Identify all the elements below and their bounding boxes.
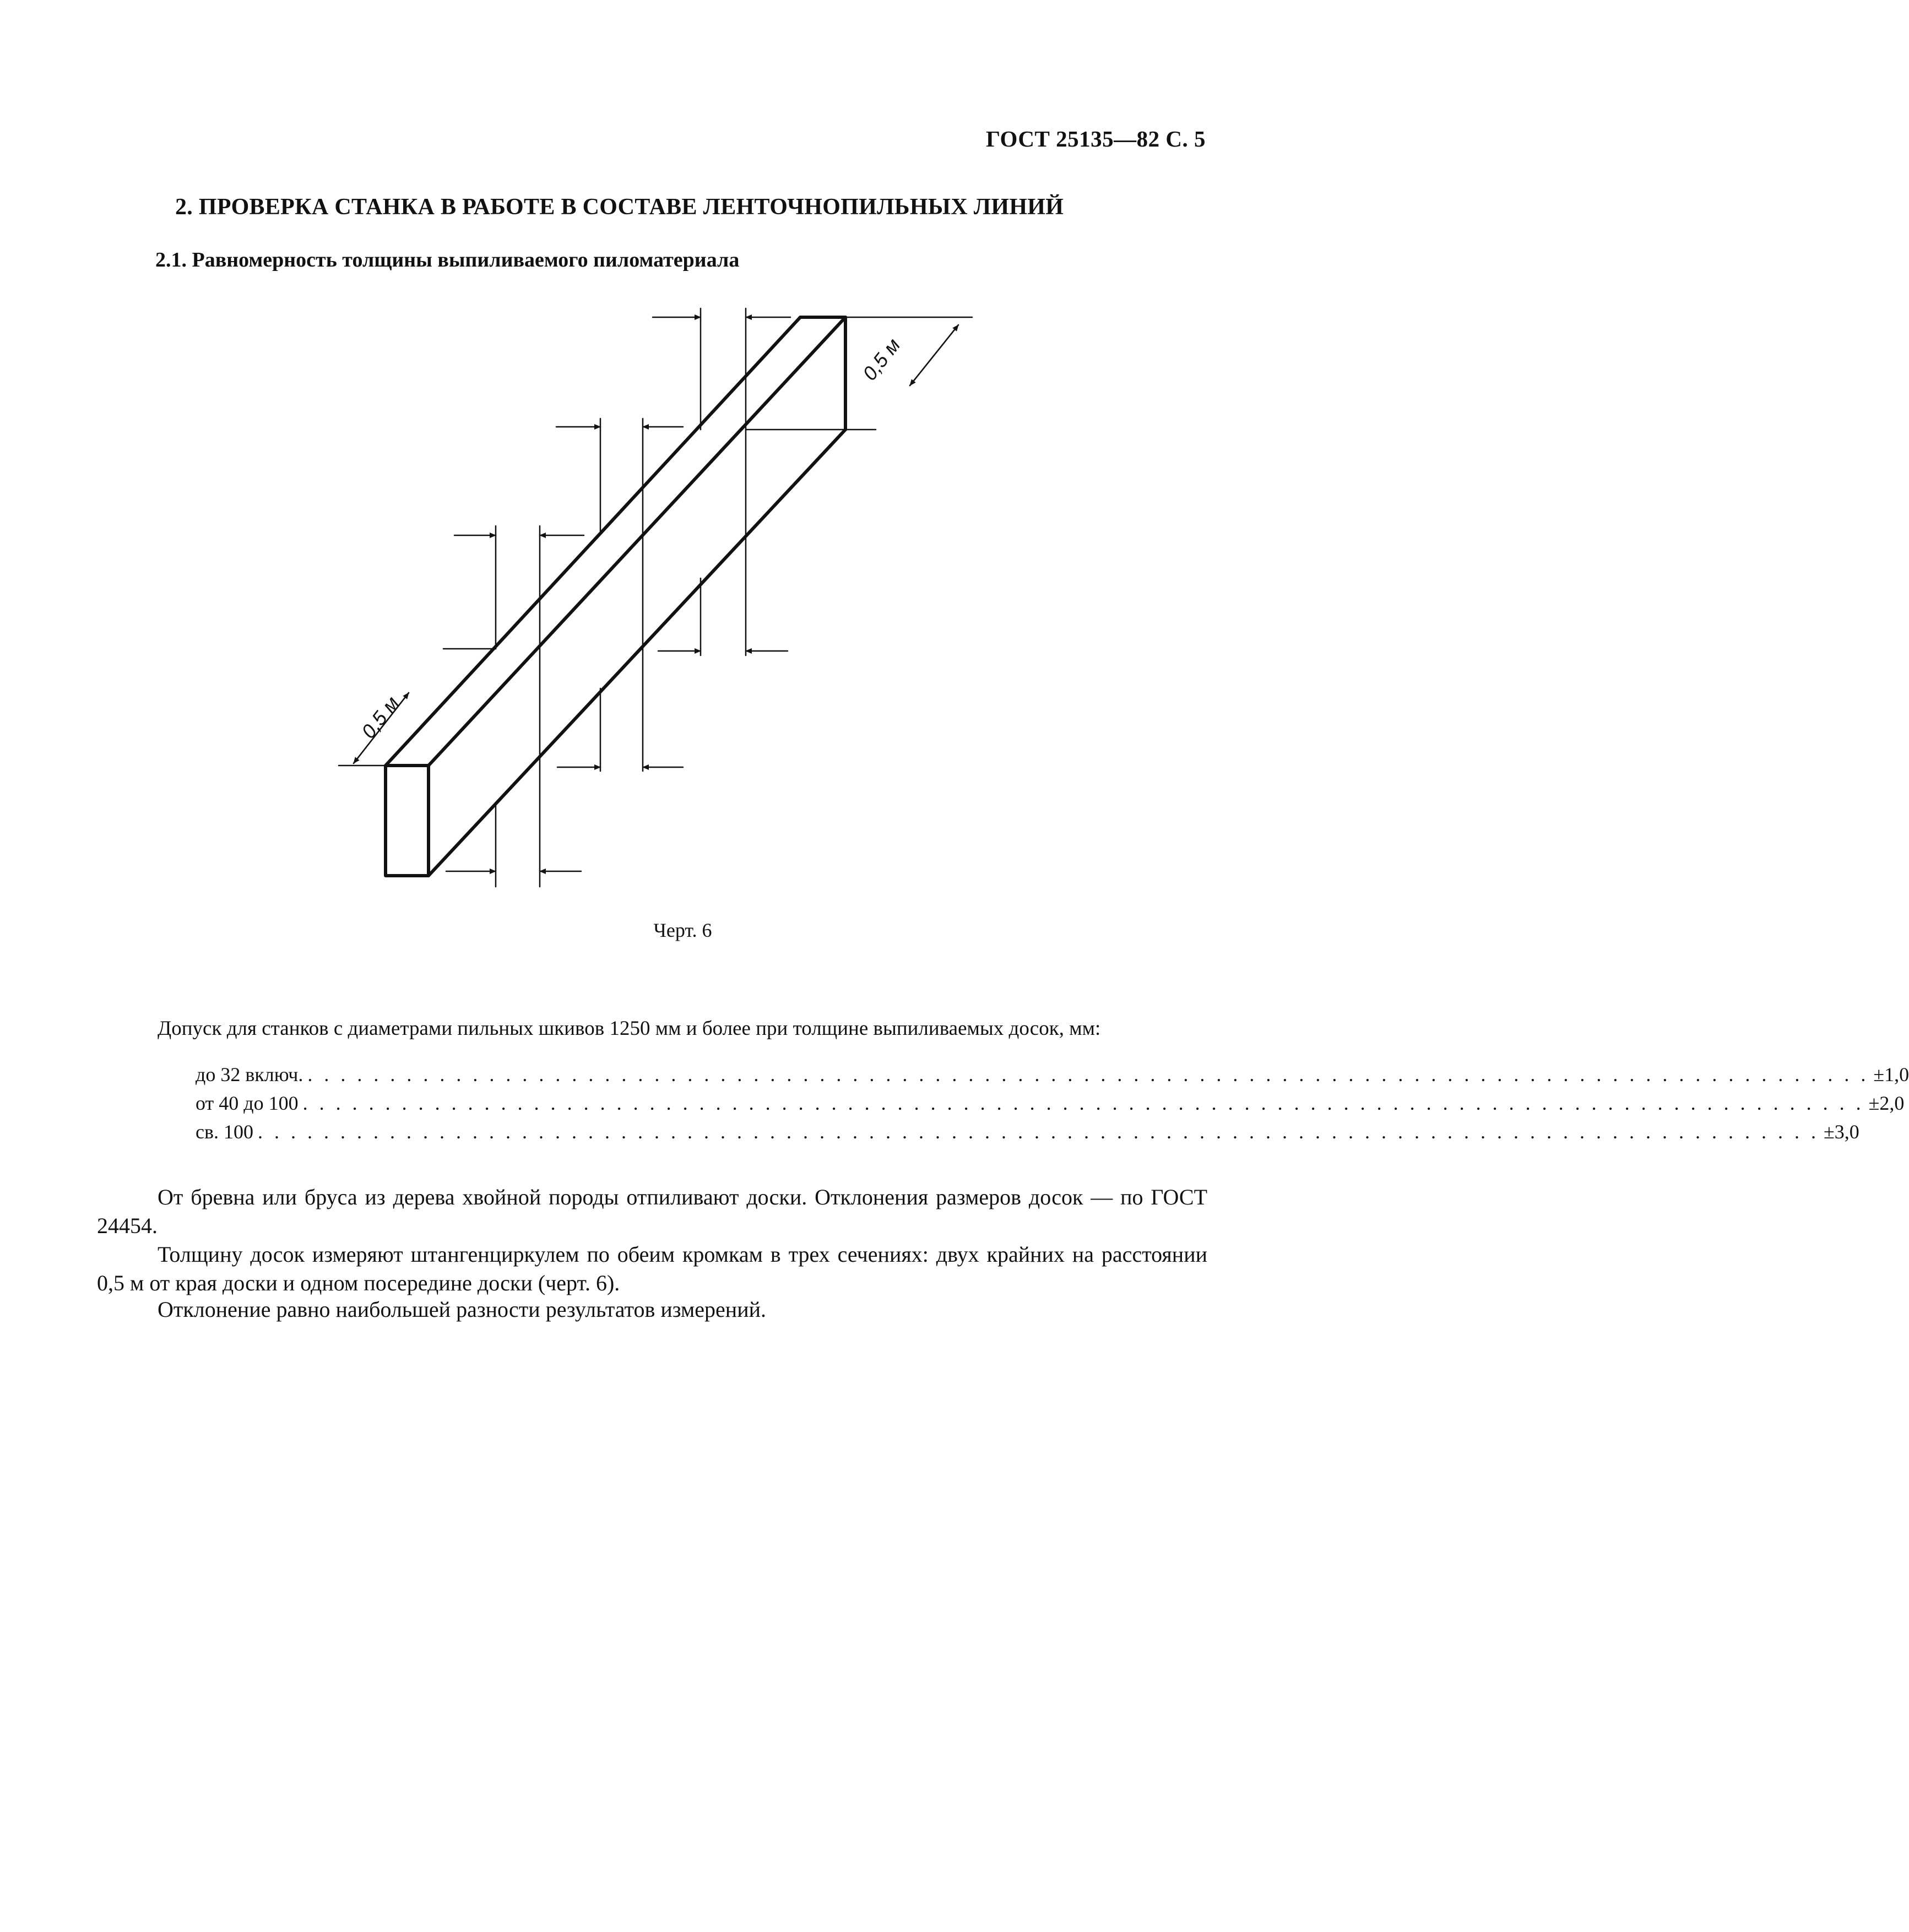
document-header: ГОСТ 25135—82 С. 5	[985, 126, 1206, 151]
section-title: 2. ПРОВЕРКА СТАНКА В РАБОТЕ В СОСТАВЕ ЛЕНТОЧНОПИЛЬНЫХ ЛИНИЙ	[175, 194, 1064, 220]
tolerance-value: ±3,0	[1823, 1121, 1859, 1143]
tolerance-row: от 40 до 100 . . . . . . . . . . . . . . . . . . . . . . . . . . . . . . . . . . . . . . . . . . . . . . . . . . . . . . . . . . . . . . . . . . . . . . . . . . . . . . . . . . . . . . . . . . . . . . . ±2,0	[196, 1092, 1905, 1114]
paragraph: Отклонение равно наибольшей разности результатов измерений.	[158, 1297, 767, 1322]
reference-lines	[339, 317, 972, 766]
dimension-lines	[354, 325, 958, 763]
tolerance-label: св. 100	[196, 1121, 253, 1143]
tolerance-value: ±1,0	[1873, 1063, 1909, 1086]
dimension-label-bottom: 0,5 м	[356, 692, 404, 743]
tolerance-label: от 40 до 100	[196, 1092, 299, 1114]
figure-caption: Черт. 6	[653, 919, 712, 941]
dimension-label-top: 0,5 м	[858, 334, 905, 385]
paragraph: Толщину досок измеряют штангенциркулем по обеим кромкам в трех сечениях: двух крайних на расстоянии 0,5 м от края доски и одном посередине доски (черт. 6).	[97, 1242, 1207, 1295]
subsection-title: 2.1. Равномерность толщины выпиливаемого пиломатериала	[155, 248, 740, 272]
tolerance-intro: Допуск для станков с диаметрами пильных шкивов 1250 мм и более при толщине выпиливаемых досок, мм:	[158, 1017, 1101, 1040]
tolerance-row: св. 100 . . . . . . . . . . . . . . . . . . . . . . . . . . . . . . . . . . . . . . . . . . . . . . . . . . . . . . . . . . . . . . . . . . . . . . . . . . . . . . . . . . . . . . . . . . . . . . . ±3,0	[196, 1121, 1859, 1143]
board-measurement-diagram	[0, 0, 1365, 909]
paragraph: От бревна или бруса из дерева хвойной породы отпиливают доски. Отклонения размеров досок — по ГОСТ 24454.	[97, 1185, 1207, 1238]
tolerance-label: до 32 включ.	[196, 1063, 303, 1086]
section-lines	[496, 308, 746, 887]
board-outline	[386, 317, 845, 876]
tolerance-row: до 32 включ. . . . . . . . . . . . . . . . . . . . . . . . . . . . . . . . . . . . . . . . . . . . . . . . . . . . . . . . . . . . . . . . . . . . . . . . . . . . . . . . . . . . . . . . . . . . . . . . ±1,0	[196, 1063, 1909, 1086]
tolerance-value: ±2,0	[1868, 1092, 1905, 1114]
caliper-arrows	[446, 317, 790, 871]
